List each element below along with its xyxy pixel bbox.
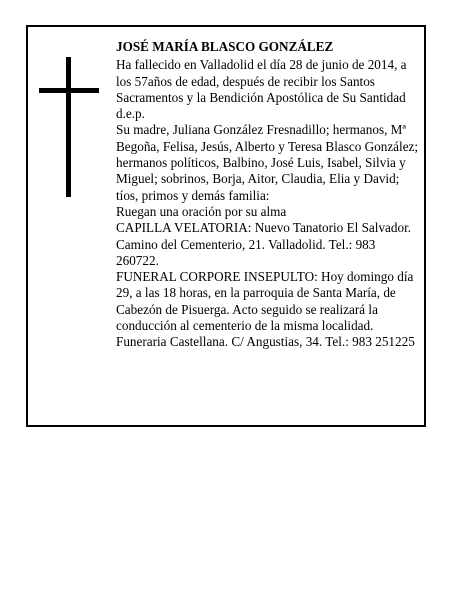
cross-horizontal-bar: [39, 88, 99, 93]
family-list: Su madre, Juliana González Fresnadillo; hermanos, Mª Begoña, Felisa, Jesús, Alberto y Teresa Blasco González; hermanos políticos, Balbino, José Luis, Isabel, Silvia y Miguel; sobrinos, Borja, Aitor, Claudia, Elia y David; tíos, primos y demás familia:: [116, 122, 419, 203]
rest-in-peace: d.e.p.: [116, 106, 145, 122]
death-announcement: Ha fallecido en Valladolid el día 28 de junio de 2014, a los 57años de edad, después de recibir los Santos Sacramentos y la Bendición Apostólica de Su Santidad: [116, 57, 407, 105]
prayer-request: Ruegan una oración por su alma: [116, 203, 287, 219]
funeral-home-info: Funeraria Castellana. C/ Angustias, 34. Tel.: 983 251225: [116, 334, 415, 350]
chapel-info: CAPILLA VELATORIA: Nuevo Tanatorio El Salvador. Camino del Cementerio, 21. Valladolid. Tel.: 983 260722.: [116, 220, 412, 268]
deceased-name: JOSÉ MARÍA BLASCO GONZÁLEZ: [116, 39, 334, 54]
notice-text: [116, 39, 421, 351]
funeral-info: FUNERAL CORPORE INSEPULTO: Hoy domingo día 29, a las 18 horas, en la parroquia de Santa María, de Cabezón de Pisuerga. Acto seguido se realizará la conducción al cementerio de la misma localidad.: [116, 269, 414, 334]
obituary-notice: [26, 25, 426, 427]
cross-vertical-bar: [66, 57, 71, 197]
cross-icon: [39, 57, 99, 197]
